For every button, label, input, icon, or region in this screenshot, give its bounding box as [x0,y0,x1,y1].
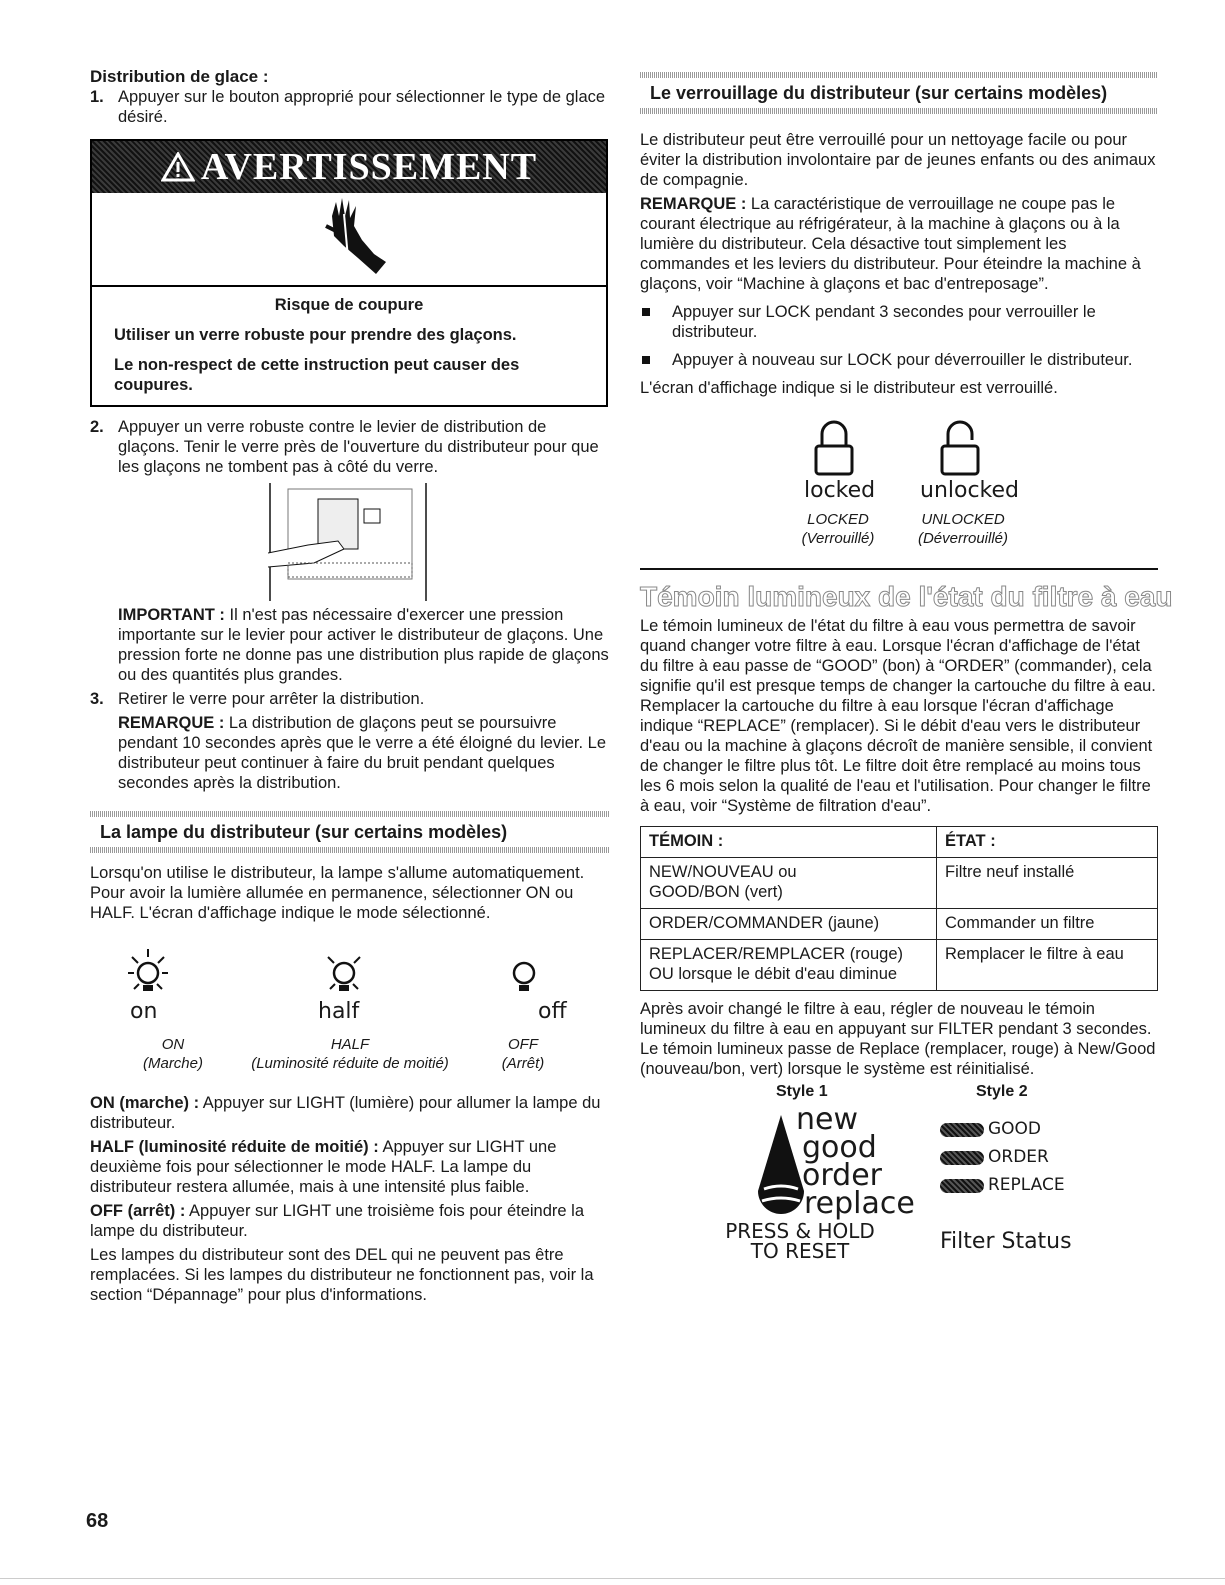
style1-press-hold: PRESS & HOLD [725,1219,875,1243]
table-row [641,827,1158,858]
caption-on-sub: (Marche) [142,1055,203,1072]
indicator-order-icon [940,1151,984,1165]
bullet-text: Appuyer à nouveau sur LOCK pour déverrouiller le distributeur. [672,351,1133,369]
table-row [641,858,1158,909]
half-text: Appuyer sur LIGHT une deuxième fois pour sélectionner le mode HALF. La lampe du distributeur restera allumée, mais à une intensité plus faible. [90,1138,557,1196]
off-text: Appuyer sur LIGHT une troisième fois pour éteindre la lampe du distributeur. [90,1202,584,1240]
lamp-intro: Lorsqu'on utilise le distributeur, la lampe s'allume automatiquement. Pour avoir la lumière allumée en permanence, sélectionner ON ou HALF. L'écran d'affichage indique le mode sélectionné. [90,864,585,922]
warning-line-1: Utiliser un verre robuste pour prendre des glaçons. [114,326,517,344]
right-column [640,72,1173,1263]
step-3 [90,689,610,709]
caption-locked [788,510,888,548]
caption-off [488,1035,558,1073]
important-label: IMPORTANT : [118,606,225,624]
table-row [641,940,1158,991]
important-text: Il n'est pas nécessaire d'exercer une pression importante sur le levier pour activer le distributeur de glaçons. Une pression forte ne donne pas une distribution plus rapide de glaçons ou des quantités plus grandes. [118,606,609,684]
lock-title: Le verrouillage du distributeur (sur certains modèles) [650,83,1108,103]
remark-note [90,713,610,793]
caption-half [240,1035,460,1073]
style1-to-reset: TO RESET [750,1239,850,1263]
lamp-display-off: off [538,999,567,1024]
style-2-label: Style 2 [976,1083,1028,1100]
caption-half-title: HALF [330,1036,370,1053]
table-row [641,909,1158,940]
table-cell: ORDER/COMMANDER (jaune) [641,909,937,940]
step-1 [90,87,610,127]
cut-hazard-image [92,193,606,287]
bullet-square-icon [642,356,650,364]
caption-on [128,1035,218,1073]
reset-instructions: Après avoir changé le filtre à eau, régler de nouveau le témoin lumineux du filtre à eau en appuyant sur FILTER pendant 3 secondes. Le témoin lumineux passe de Replace (remplacer, rouge) à New/Good (nouveau/bon, vert) lorsque le système est réinitialisé. [640,1000,1156,1078]
caption-locked-title: LOCKED [807,511,869,528]
step-text: Retirer le verre pour arrêter la distribution. [118,690,425,708]
table-header: ÉTAT : [937,827,1158,858]
left-column [90,66,610,1305]
remark-label: REMARQUE : [118,714,225,732]
dispense-title: Distribution de glace : [90,67,269,86]
filter-intro: Le témoin lumineux de l'état du filtre à eau vous permettra de savoir quand changer votre filtre à eau. Lorsque l'écran d'affichage de l'état du filtre à eau passe de “GOOD” (bon) à “ORDER” (commander), cela signifie qu'il est presque temps de changer la cartouche du filtre à eau. Remplacer la cartouche du filtre à eau lorsque l'écran d'affichage indique “REPLACE” (remplacer). Si le débit d'eau vers le distributeur d'eau ou la machine à glaçons décroît de manière sensible, il convient de changer le filtre plus tôt. Le filtre doit être remplacé au moins tous les 6 mois selon la qualité de l'eau et l'utilisation. Pour changer le filtre à eau, voir “Système de filtration d'eau”. [640,617,1156,815]
remark-label: REMARQUE : [640,195,747,213]
lock-display-unlocked: unlocked [920,478,1020,503]
filter-section [640,568,1173,1079]
step-2 [90,417,610,477]
glass-dispenser-icon [268,483,448,601]
lock-bullet-2 [640,350,1158,370]
filter-status-table [640,826,1158,991]
lamp-title: La lampe du distributeur (sur certains modèles) [100,822,508,842]
bulb-off-icon [496,947,552,1003]
page-bottom-rule [0,1578,1225,1579]
important-note [90,605,610,685]
off-description [90,1201,610,1241]
warning-line-2: Le non-respect de cette instruction peut causer des coupures. [114,356,520,394]
lock-display-locked: locked [804,478,876,503]
half-description [90,1137,610,1197]
lamp-display-on: on [130,999,158,1024]
off-label: OFF (arrêt) : [90,1202,186,1220]
remark-text: La caractéristique de verrouillage ne coupe pas le courant électrique au réfrigérateur, à la machine à glaçons ou à la lumière du distributeur. Cela désactive tout simplement les commandes et les leviers du distributeur. Pour éteindre la machine à glaçons, voir “Machine à glaçons et bac d'entreposage”. [640,195,1141,293]
table-cell: NEW/NOUVEAU ou GOOD/BON (vert) [641,858,937,909]
style1-replace: replace [804,1186,915,1221]
step-text: Appuyer sur le bouton approprié pour sélectionner le type de glace désiré. [118,88,606,126]
padlock-unlocked-icon [938,418,982,478]
step-number: 2. [90,418,104,436]
warning-triangle-icon [161,152,195,182]
table-cell: Filtre neuf installé [937,858,1158,909]
style-1-label: Style 1 [776,1083,828,1100]
caption-unlocked [908,510,1018,548]
style2-replace: REPLACE [988,1175,1065,1195]
caption-unlocked-sub: (Déverrouillé) [917,530,1009,547]
step-text: Appuyer un verre robuste contre le levier de distribution de glaçons. Tenir le verre près de l'ouverture du distributeur pour que les glaçons ne tombent pas à côté du verre. [118,418,599,476]
remark-text: La distribution de glaçons peut se poursuivre pendant 10 secondes après que le verre a été éloigné du levier. Le distributeur peut continuer à faire du bruit pendant quelques secondes après la distribution. [118,714,607,792]
on-text: Appuyer sur LIGHT (lumière) pour allumer la lampe du distributeur. [90,1094,601,1132]
table-cell: REPLACER/REMPLACER (rouge) OU lorsque le débit d'eau diminue [641,940,937,991]
risk-label: Risque de coupure [274,296,424,314]
style2-filter-status: Filter Status [940,1229,1072,1254]
lock-section-header [640,72,1158,114]
style1-good: good [802,1130,877,1165]
page-number: 68 [86,1510,109,1532]
caption-off-sub: (Arrêt) [501,1055,545,1072]
lock-intro: Le distributeur peut être verrouillé pour un nettoyage facile ou pour éviter la distribution involontaire par de jeunes enfants ou des animaux de compagnie. [640,131,1156,189]
style2-order: ORDER [988,1147,1049,1167]
style1-new: new [796,1102,859,1137]
step-number: 3. [90,690,104,708]
step-number: 1. [90,88,104,106]
warning-box [90,139,608,407]
on-description [90,1093,610,1133]
bulb-half-icon [316,947,372,1003]
lamp-icons [90,923,610,1093]
display-note: L'écran d'affichage indique si le distributeur est verrouillé. [640,379,1058,397]
hatch-rule-bottom [640,108,1158,114]
warning-text [92,287,606,405]
table-cell: Remplacer le filtre à eau [937,940,1158,991]
lock-icons [640,398,1158,548]
lamp-section-header [90,811,610,853]
warning-title: AVERTISSEMENT [200,146,538,188]
indicator-good-icon [940,1123,984,1137]
style1-order: order [802,1158,882,1193]
bullet-text: Appuyer sur LOCK pendant 3 secondes pour verrouiller le distributeur. [672,303,1096,341]
indicator-replace-icon [940,1179,984,1193]
lamp-display-half: half [318,999,360,1024]
filter-styles [640,1079,1158,1263]
caption-off-title: OFF [508,1036,538,1053]
warning-header [92,141,606,193]
led-note: Les lampes du distributeur sont des DEL qui ne peuvent pas être remplacées. Si les lampes du distributeur ne fonctionnent pas, voir la section “Dépannage” pour plus d'informations. [90,1246,594,1304]
on-label: ON (marche) : [90,1094,200,1112]
caption-on-title: ON [161,1036,185,1053]
lock-bullet-1 [640,302,1158,342]
padlock-locked-icon [812,418,856,478]
caption-half-sub: (Luminosité réduite de moitié) [251,1055,449,1072]
caption-locked-sub: (Verrouillé) [801,530,875,547]
cut-hand-icon [304,196,394,282]
bulb-on-icon [120,947,176,1003]
style2-good: GOOD [988,1119,1042,1139]
table-header: TÉMOIN : [641,827,937,858]
hatch-rule-bottom [90,847,610,853]
half-label: HALF (luminosité réduite de moitié) : [90,1138,379,1156]
caption-unlocked-title: UNLOCKED [921,511,1005,528]
dispenser-illustration [90,483,610,605]
filter-title: Témoin lumineux de l'état du filtre à eau [640,581,1173,612]
table-cell: Commander un filtre [937,909,1158,940]
lock-remark [640,194,1158,294]
bullet-square-icon [642,308,650,316]
